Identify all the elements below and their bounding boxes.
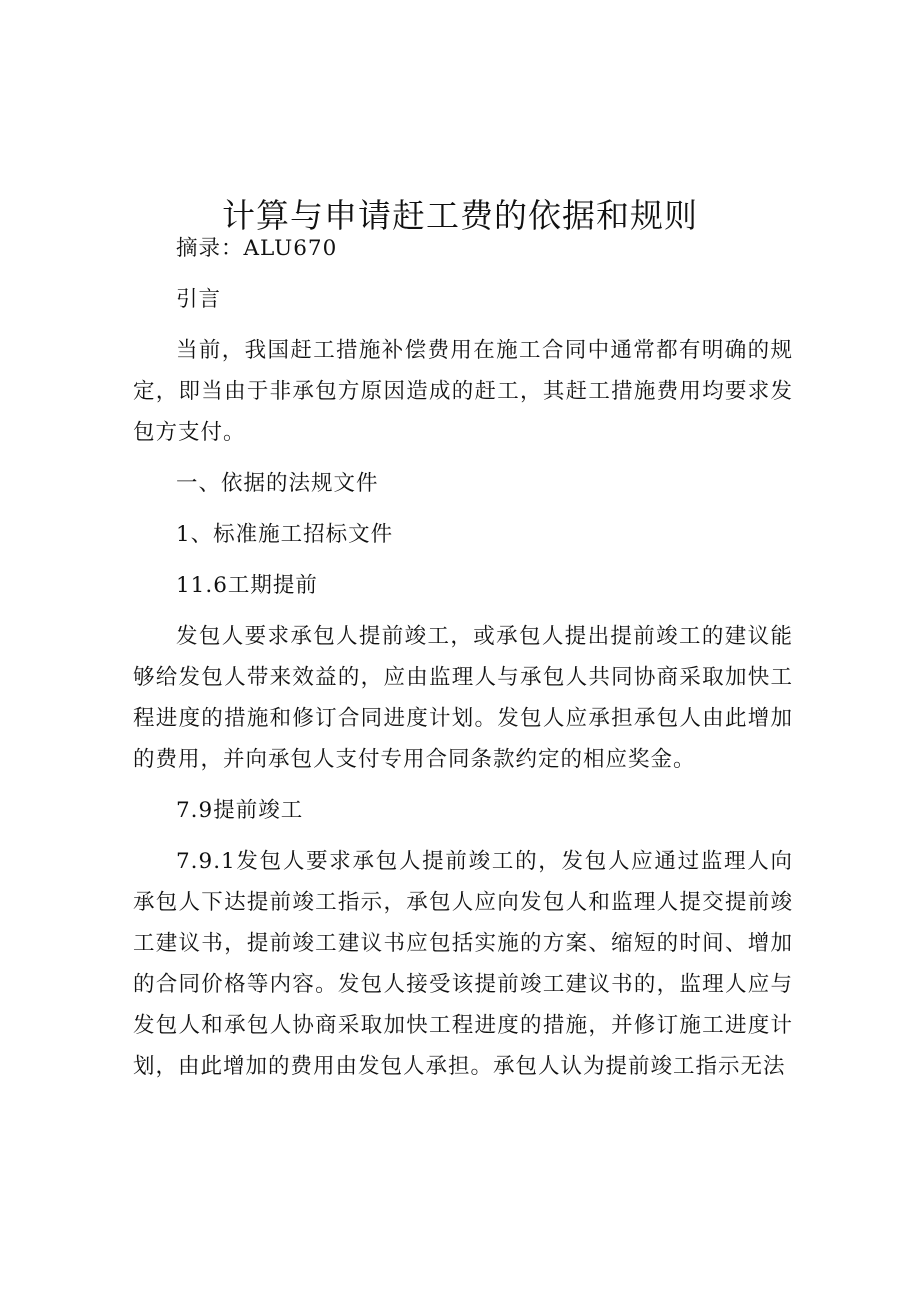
paragraph-clause-7-9-1: 7.9.1发包人要求承包人提前竣工的，发包人应通过监理人向承包人下达提前竣工指示，承包人应向发包人和监理人提交提前竣工建议书，提前竣工建议书应包括实施的方案、缩短的时间、增加的合同价格等内容。发包人接受该提前竣工建议书的，监理人应与发包人和承包人协商采取加快工程进度的措施，并修订施工进度计划，由此增加的费用由发包人承担。承包人认为提前竣工指示无法 — [133, 849, 793, 1079]
document-body — [133, 228, 793, 1097]
clause-heading-11-6: 11.6工期提前 — [176, 573, 318, 598]
subsection-heading-1: 1、标准施工招标文件 — [176, 522, 394, 547]
paragraph-clause-11-6: 发包人要求承包人提前竣工，或承包人提出提前竣工的建议能够给发包人带来效益的，应由监理人与承包人共同协商采取加快工程进度的措施和修订合同进度计划。发包人应承担承包人由此增加的费用，并向承包人支付专用合同条款约定的相应奖金。 — [133, 624, 793, 772]
paragraph-intro: 当前，我国赶工措施补偿费用在施工合同中通常都有明确的规定，即当由于非承包方原因造成的赶工，其赶工措施费用均要求发包方支付。 — [133, 338, 793, 445]
section-heading-intro: 引言 — [176, 287, 222, 312]
section-heading-1: 一、依据的法规文件 — [176, 471, 379, 496]
document-title: 计算与申请赶工费的依据和规则 — [222, 196, 698, 236]
clause-heading-7-9: 7.9提前竣工 — [176, 798, 304, 823]
excerpt-line: 摘录：ALU670 — [176, 236, 338, 261]
